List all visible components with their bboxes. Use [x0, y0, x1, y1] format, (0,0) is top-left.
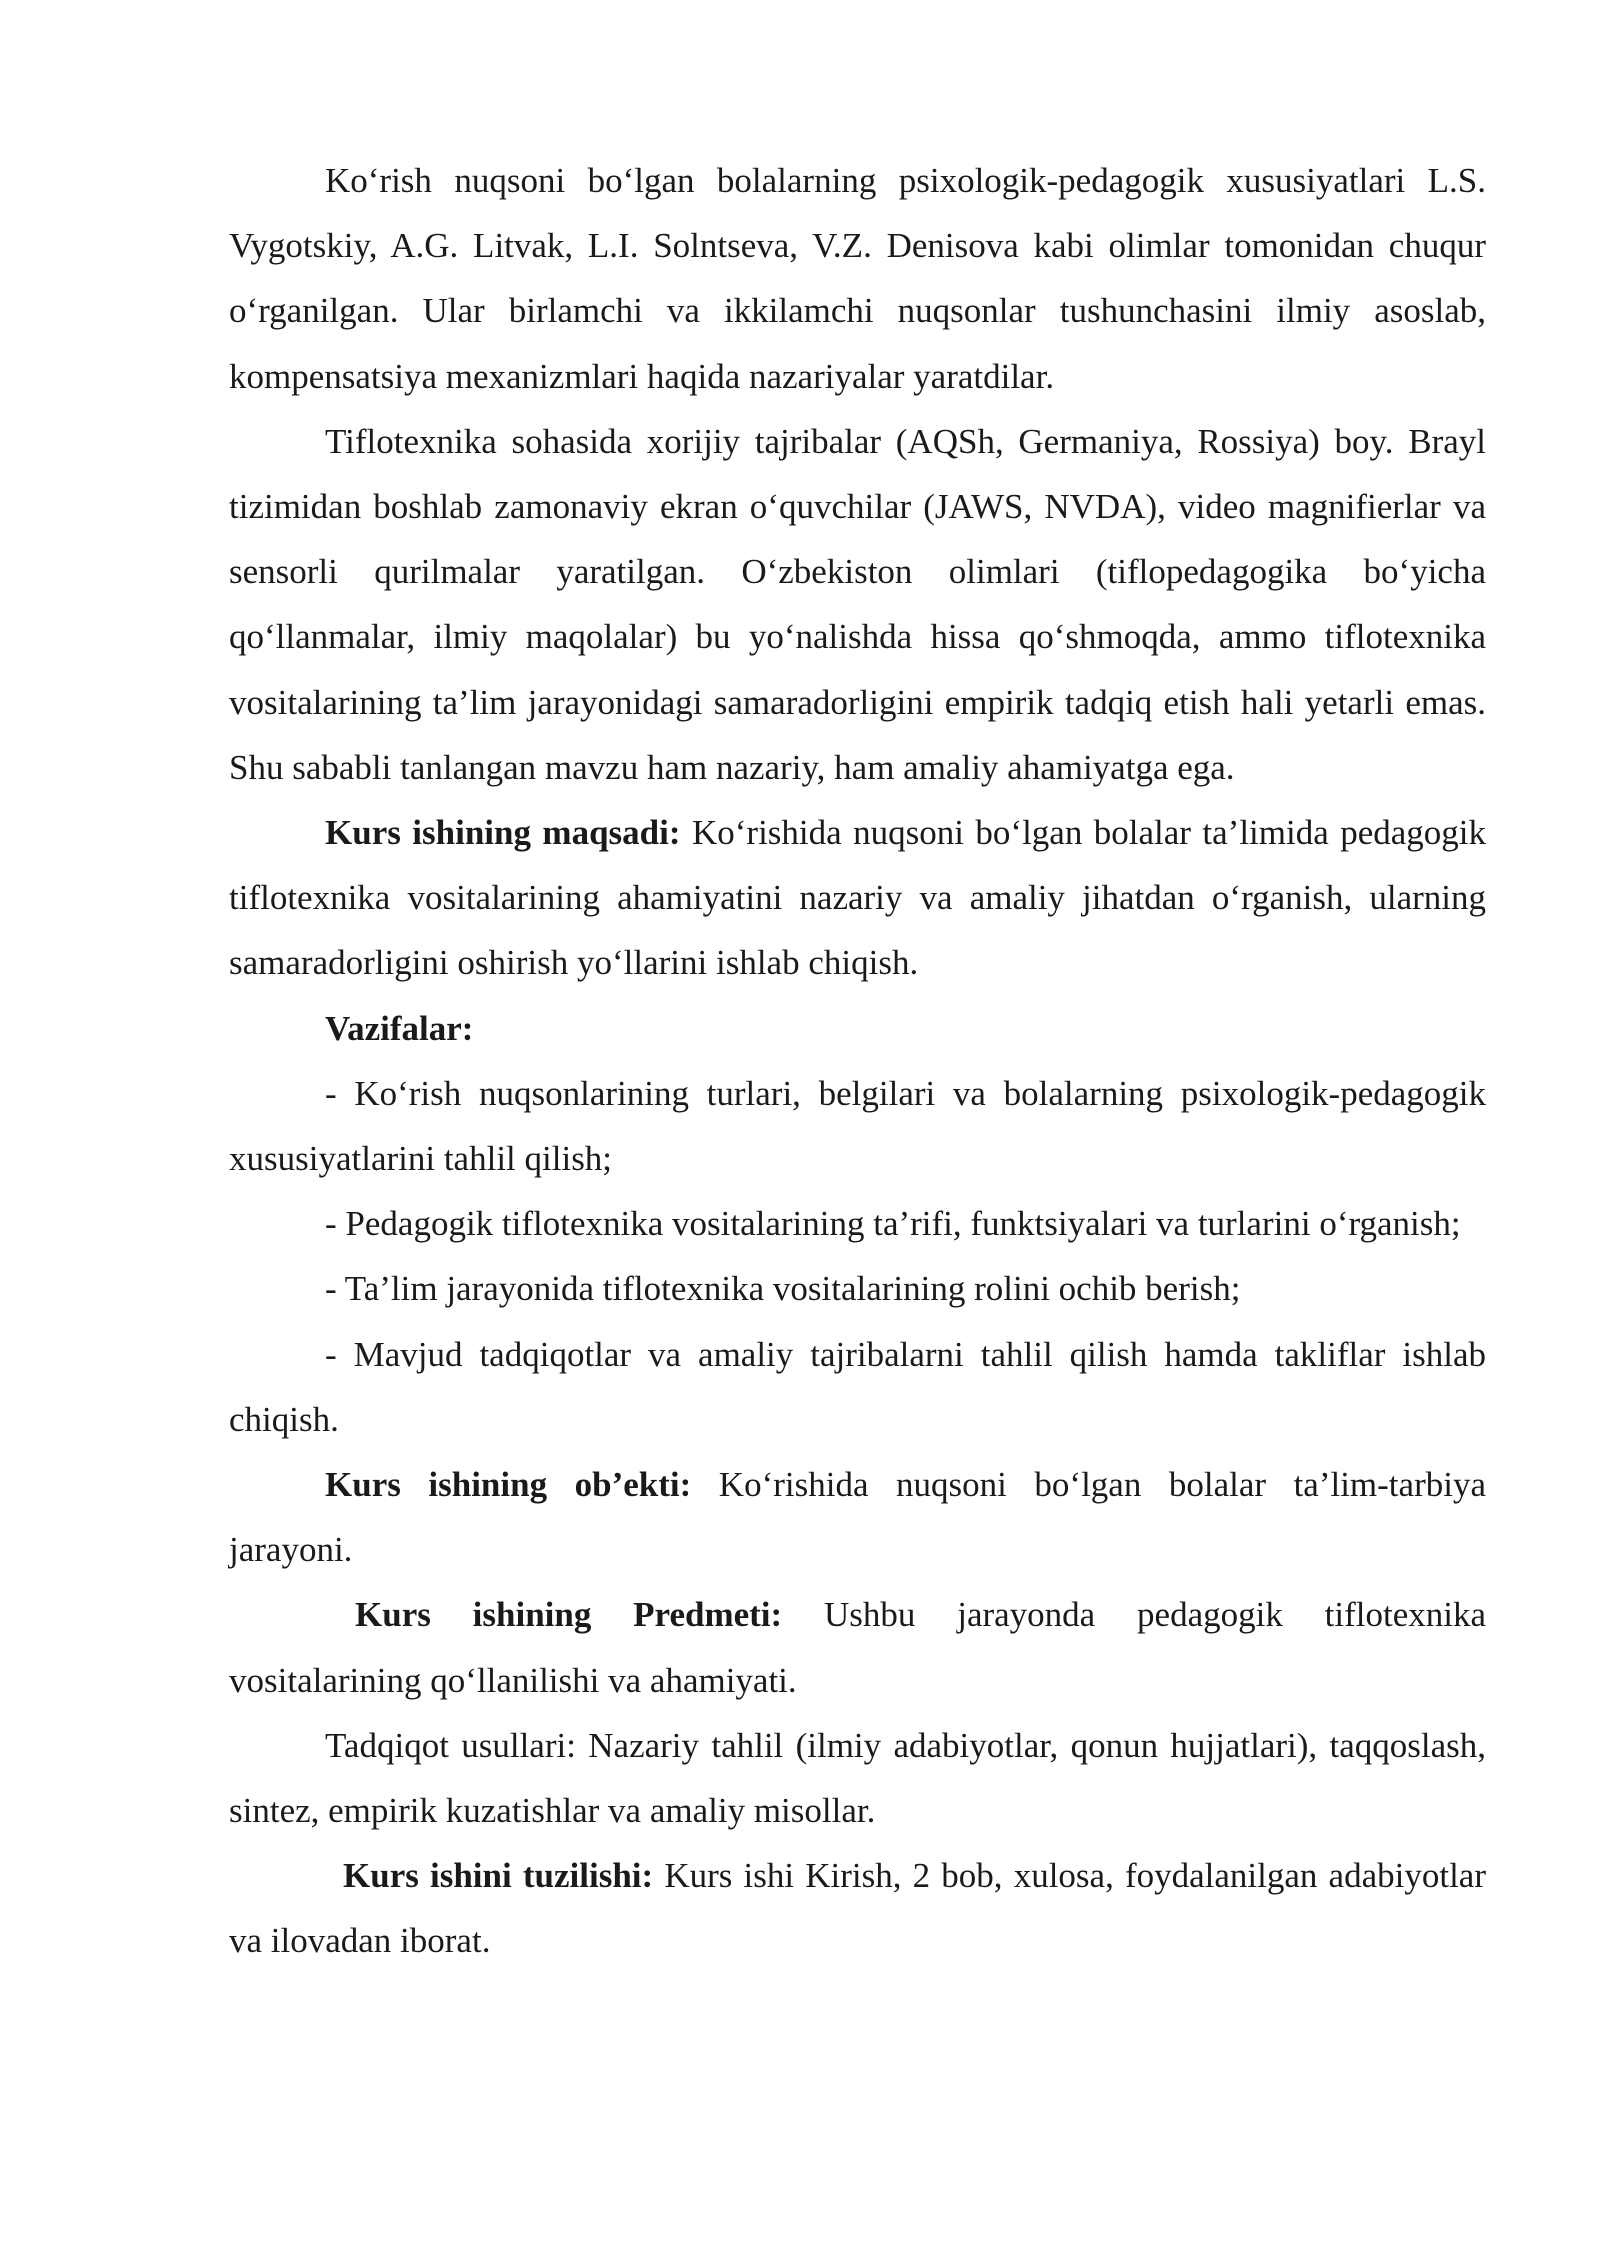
- paragraph-object: [229, 1452, 1486, 1582]
- paragraph-subject: [229, 1582, 1486, 1712]
- task-item: - Pedagogik tiflotexnika vositalarining ta’rifi, funktsiyalari va turlarini o‘rganish;: [325, 1204, 1461, 1244]
- paragraph-scholars: Ko‘rish nuqsoni bo‘lgan bolalarning psixologik-pedagogik xususiyatlari L.S. Vygotskiy, A.G. Litvak, L.I. Solntseva, V.Z. Denisova kabi olimlar tomonidan chuqur o‘rganilgan. Ular birlamchi va ikkilamchi nuqsonlar tushunchasini ilmiy asoslab, kompensatsiya mexanizmlari haqida nazariyalar yaratdilar.: [229, 161, 1486, 396]
- task-item: - Ta’lim jarayonida tiflotexnika vositalarining rolini ochib berish;: [325, 1269, 1241, 1309]
- subject-text: Ushbu jarayonda pedagogik tiflotexnika vositalarining qo‘llanilishi va ahamiyati.: [229, 1595, 1486, 1700]
- subject-label: Kurs ishining Predmeti:: [355, 1595, 783, 1635]
- goal-label: Kurs ishining maqsadi:: [325, 813, 681, 853]
- structure-label: Kurs ishini tuzilishi:: [343, 1856, 654, 1896]
- tasks-label: Vazifalar:: [325, 1008, 474, 1048]
- paragraph-goal: [229, 800, 1486, 996]
- paragraph-foreign-experience: Tiflotexnika sohasida xorijiy tajribalar (AQSh, Germaniya, Rossiya) boy. Brayl tizimidan boshlab zamonaviy ekran o‘quvchilar (JAWS, NVDA), video magnifierlar va sensorli qurilmalar yaratilgan. O‘zbekiston olimlari (tiflopedagogika bo‘yicha qo‘llanmalar, ilmiy maqolalar) bu yo‘nalishda hissa qo‘shmoqda, ammo tiflotexnika vositalarining ta’lim jarayonidagi samaradorligini empirik tadqiq etish hali yetarli emas. Shu sababli tanlangan mavzu ham nazariy, ham amaliy ahamiyatga ega.: [229, 421, 1486, 787]
- object-label: Kurs ishining ob’ekti:: [325, 1465, 692, 1505]
- paragraph-tasks-heading: [229, 996, 1486, 1061]
- task-item: - Mavjud tadqiqotlar va amaliy tajribalarni tahlil qilish hamda takliflar ishlab chiqish.: [229, 1334, 1486, 1439]
- task-item: - Ko‘rish nuqsonlarining turlari, belgilari va bolalarning psixologik-pedagogik xususiyatlarini tahlil qilish;: [229, 1073, 1486, 1179]
- paragraph-methods: Tadqiqot usullari: Nazariy tahlil (ilmiy adabiyotlar, qonun hujjatlari), taqqoslash, sintez, empirik kuzatishlar va amaliy misollar.: [229, 1725, 1486, 1831]
- object-text: Ko‘rishida nuqsoni bo‘lgan bolalar ta’lim-tarbiya jarayoni.: [229, 1465, 1486, 1570]
- goal-text: Ko‘rishida nuqsoni bo‘lgan bolalar ta’limida pedagogik tiflotexnika vositalarining ahamiyatini nazariy va amaliy jihatdan o‘rganish, ularning samaradorligini oshirish yo‘llarini ishlab chiqish.: [229, 813, 1486, 983]
- paragraph-structure: [229, 1843, 1486, 1973]
- structure-text: Kurs ishi Kirish, 2 bob, xulosa, foydalanilgan adabiyotlar va ilovadan iborat.: [229, 1856, 1486, 1961]
- document-body: [229, 148, 1486, 1974]
